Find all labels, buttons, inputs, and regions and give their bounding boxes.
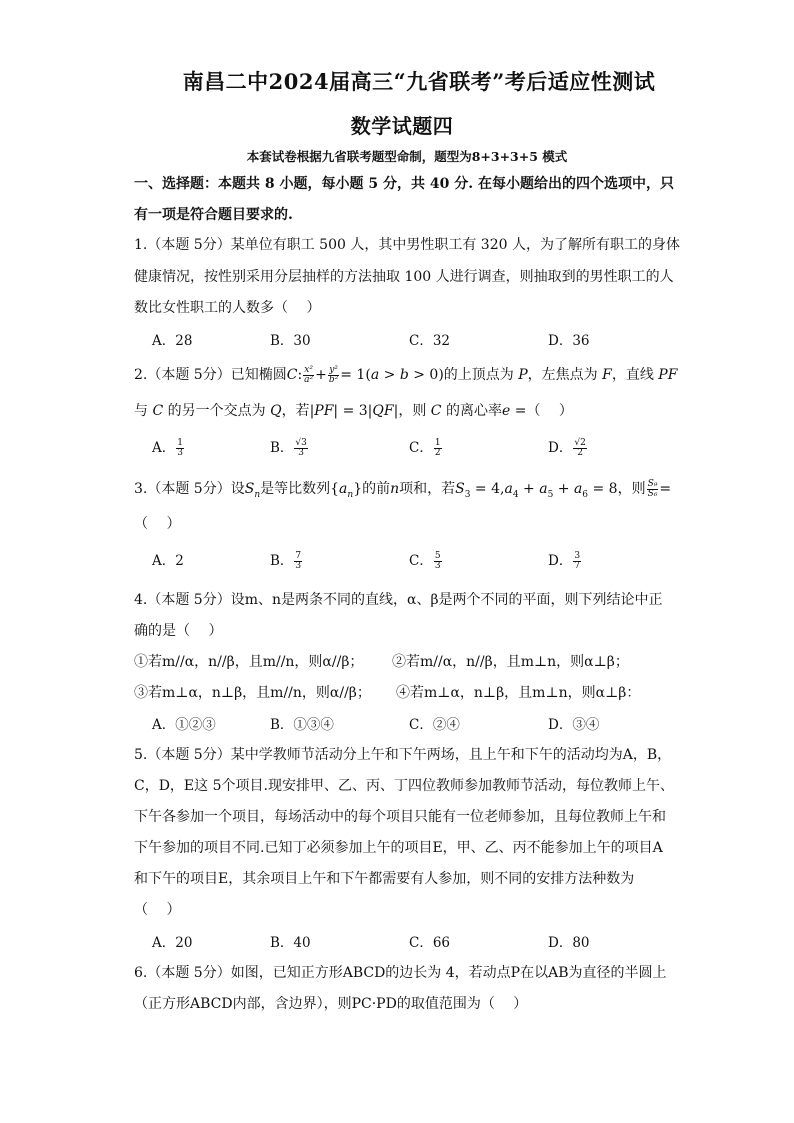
q5-option-d[interactable]: D．80: [548, 935, 590, 951]
exam-format-note: 本套试卷根据九省联考题型命制，题型为8+3+3+5 模式: [246, 149, 568, 164]
q2-option-d[interactable]: D． $\frac{√2}{2}$: [548, 438, 586, 458]
q1-line2: 健康情况，按性别采用分层抽样的方法抽取 100 人进行调查，则抽取到的男性职工的人: [134, 269, 674, 285]
q4-option-b[interactable]: B．①③④: [270, 717, 334, 733]
q3-option-d[interactable]: D． $\frac{3}{7}$: [548, 551, 581, 571]
q2-option-a[interactable]: A． $\frac{1}{3}$: [152, 438, 183, 458]
q3-line1: 3.（本题 5分）设$S_n$是等比数列$\{a_n\}$的前n项和，若$S_3 = 4,a_4 + a_5 + a_6 = 8$，则 $\frac{\text{S₉}}{\text{S₆}}$ =: [134, 478, 672, 500]
q5-option-b[interactable]: B．40: [270, 935, 311, 951]
q1-option-d[interactable]: D．36: [548, 333, 590, 349]
q5-line5: 和下午的项目E，其余项目上午和下午都需要有人参加，则不同的安排方法种数为: [134, 871, 635, 887]
q3-option-b[interactable]: B． $\frac{7}{3}$: [270, 551, 302, 571]
q4-option-a[interactable]: A．①②③: [152, 717, 216, 733]
q2-line1: 2.（本题 5分）已知椭圆C: $\frac{\text{x²}}{\text{a²}}$ + $\frac{\text{y²}}{\text{b²}}$ = 1(a > b > 0)的上顶点为 P，左焦点为 F，直线 PF: [134, 364, 678, 385]
q6-line1: 6.（本题 5分）如图，已知正方形ABCD的边长为 4，若动点P在以AB为直径的半圆上: [134, 965, 667, 981]
q5-line2: C，D，E这 5个项目.现安排甲、乙、丙、丁四位教师参加教师节活动，每位教师上午、: [134, 778, 674, 794]
q3-option-a[interactable]: A．2: [152, 553, 184, 569]
exam-subject-title: 数学试题四: [350, 114, 454, 138]
q5-line6: （ ）: [134, 902, 181, 918]
q4-statement-3: ③若m⊥α，n⊥β，且m//n，则α//β；: [134, 685, 371, 701]
q1-line1: 1.（本题 5分）某单位有职工 500 人，其中男性职工有 320 人，为了解所有职工的身体: [134, 237, 680, 253]
q1-line3: 数比女性职工的人数多（ ）: [134, 300, 321, 316]
exam-title: 南昌二中2024届高三“九省联考”考后适应性测试: [182, 69, 656, 94]
q1-option-c[interactable]: C．32: [409, 333, 451, 349]
q3-line2: （ ）: [134, 516, 181, 532]
q1-option-a[interactable]: A．28: [152, 333, 193, 349]
q5-line3: 下午各参加一个项目，每场活动中的每个项目只能有一位老师参加，且每位教师上午和: [134, 809, 666, 825]
q5-line1: 5.（本题 5分）某中学教师节活动分上午和下午两场，且上午和下午的活动均为A，B，: [134, 747, 672, 763]
q4-line1: 4.（本题 5分）设m、n是两条不同的直线，α、β是两个不同的平面，则下列结论中正: [134, 592, 663, 608]
q2-option-b[interactable]: B． $\frac{√3}{3}$: [270, 438, 307, 458]
q6-line2: （正方形ABCD内部，含边界），则PC·PD的取值范围为（ ）: [134, 996, 528, 1012]
q1-option-b[interactable]: B．30: [270, 333, 311, 349]
q2-line2: 与 C 的另一个交点为 Q，若|PF| = 3|QF|，则 C 的离心率e =（ ）: [134, 403, 573, 419]
q4-statement-2: ②若m//α，n//β，且m⊥n，则α⊥β；: [392, 654, 629, 670]
q3-option-c[interactable]: C． $\frac{5}{3}$: [409, 551, 441, 571]
q5-option-c[interactable]: C．66: [409, 935, 451, 951]
q4-option-c[interactable]: C．②④: [409, 717, 460, 733]
q4-option-d[interactable]: D．③④: [548, 717, 600, 733]
q4-statement-4: ④若m⊥α，n⊥β，且m⊥n，则α⊥β：: [396, 685, 641, 701]
q4-statement-1: ①若m//α，n//β，且m//n，则α//β；: [134, 654, 364, 670]
section-heading-line1: 一、选择题：本题共 8 小题，每小题 5 分，共 40 分. 在每小题给出的四个选项中，只: [134, 176, 674, 192]
q4-line2: 确的是（ ）: [134, 623, 223, 639]
q5-line4: 下午参加的项目不同.已知丁必须参加上午的项目E，甲、乙、丙不能参加上午的项目A: [134, 840, 663, 856]
section-heading-line2: 有一项是符合题目要求的.: [134, 207, 293, 223]
q5-option-a[interactable]: A．20: [152, 935, 193, 951]
q2-option-c[interactable]: C． $\frac{1}{2}$: [409, 438, 441, 458]
